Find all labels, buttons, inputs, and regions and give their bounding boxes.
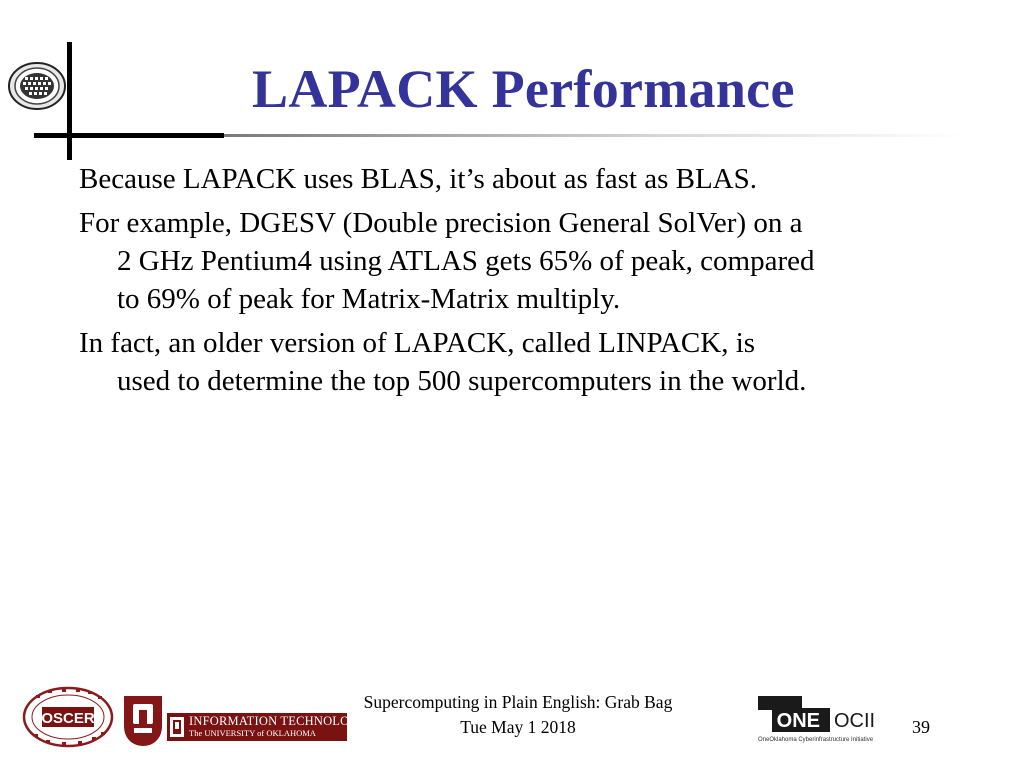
paragraph <box>79 160 979 198</box>
oneocii-logo-text: ONE <box>776 710 820 732</box>
oscer-logo-text: OSCER <box>41 710 95 727</box>
slide-number: 39 <box>912 717 930 737</box>
footer-date: Tue May 1 2018 <box>460 717 576 737</box>
ou-mark-icon <box>170 717 184 737</box>
oscer-logo-icon <box>22 686 114 748</box>
ou-logo-icon <box>120 690 166 750</box>
paragraph <box>79 324 979 400</box>
slide-footer <box>332 690 704 740</box>
paragraph-line: Because LAPACK uses BLAS, it’s about as fast as BLAS. <box>79 163 757 195</box>
oneocii-tagline: OneOklahoma Cyberinfrastructure Initiative <box>758 737 874 743</box>
decorative-vertical-line <box>67 42 72 160</box>
slide-body <box>79 160 979 406</box>
supercomputer-logo-icon <box>8 62 66 110</box>
oneocii-logo-icon <box>756 694 892 744</box>
information-technology-label: INFORMATION TECHNOLOGY <box>189 714 368 728</box>
information-technology-banner <box>167 713 368 741</box>
paragraph-line: In fact, an older version of LAPACK, called LINPACK, is <box>79 327 756 359</box>
decorative-horizontal-line <box>34 133 224 138</box>
paragraph-line: 2 GHz Pentium4 using ATLAS gets 65% of peak, compared <box>117 245 815 277</box>
university-label: The UNIVERSITY of OKLAHOMA <box>189 728 316 738</box>
title-underline <box>224 134 964 137</box>
footer-course-title: Supercomputing in Plain English: Grab Bag <box>363 692 673 712</box>
paragraph-line: to 69% of peak for Matrix-Matrix multiply. <box>117 283 621 315</box>
oneocii-logo-text-suffix: OCII <box>834 710 876 732</box>
paragraph <box>79 204 979 318</box>
slide-title: LAPACK Performance <box>252 59 795 119</box>
paragraph-line: used to determine the top 500 supercomputers in the world. <box>117 365 807 397</box>
paragraph-line: For example, DGESV (Double precision General SolVer) on a <box>79 207 803 239</box>
